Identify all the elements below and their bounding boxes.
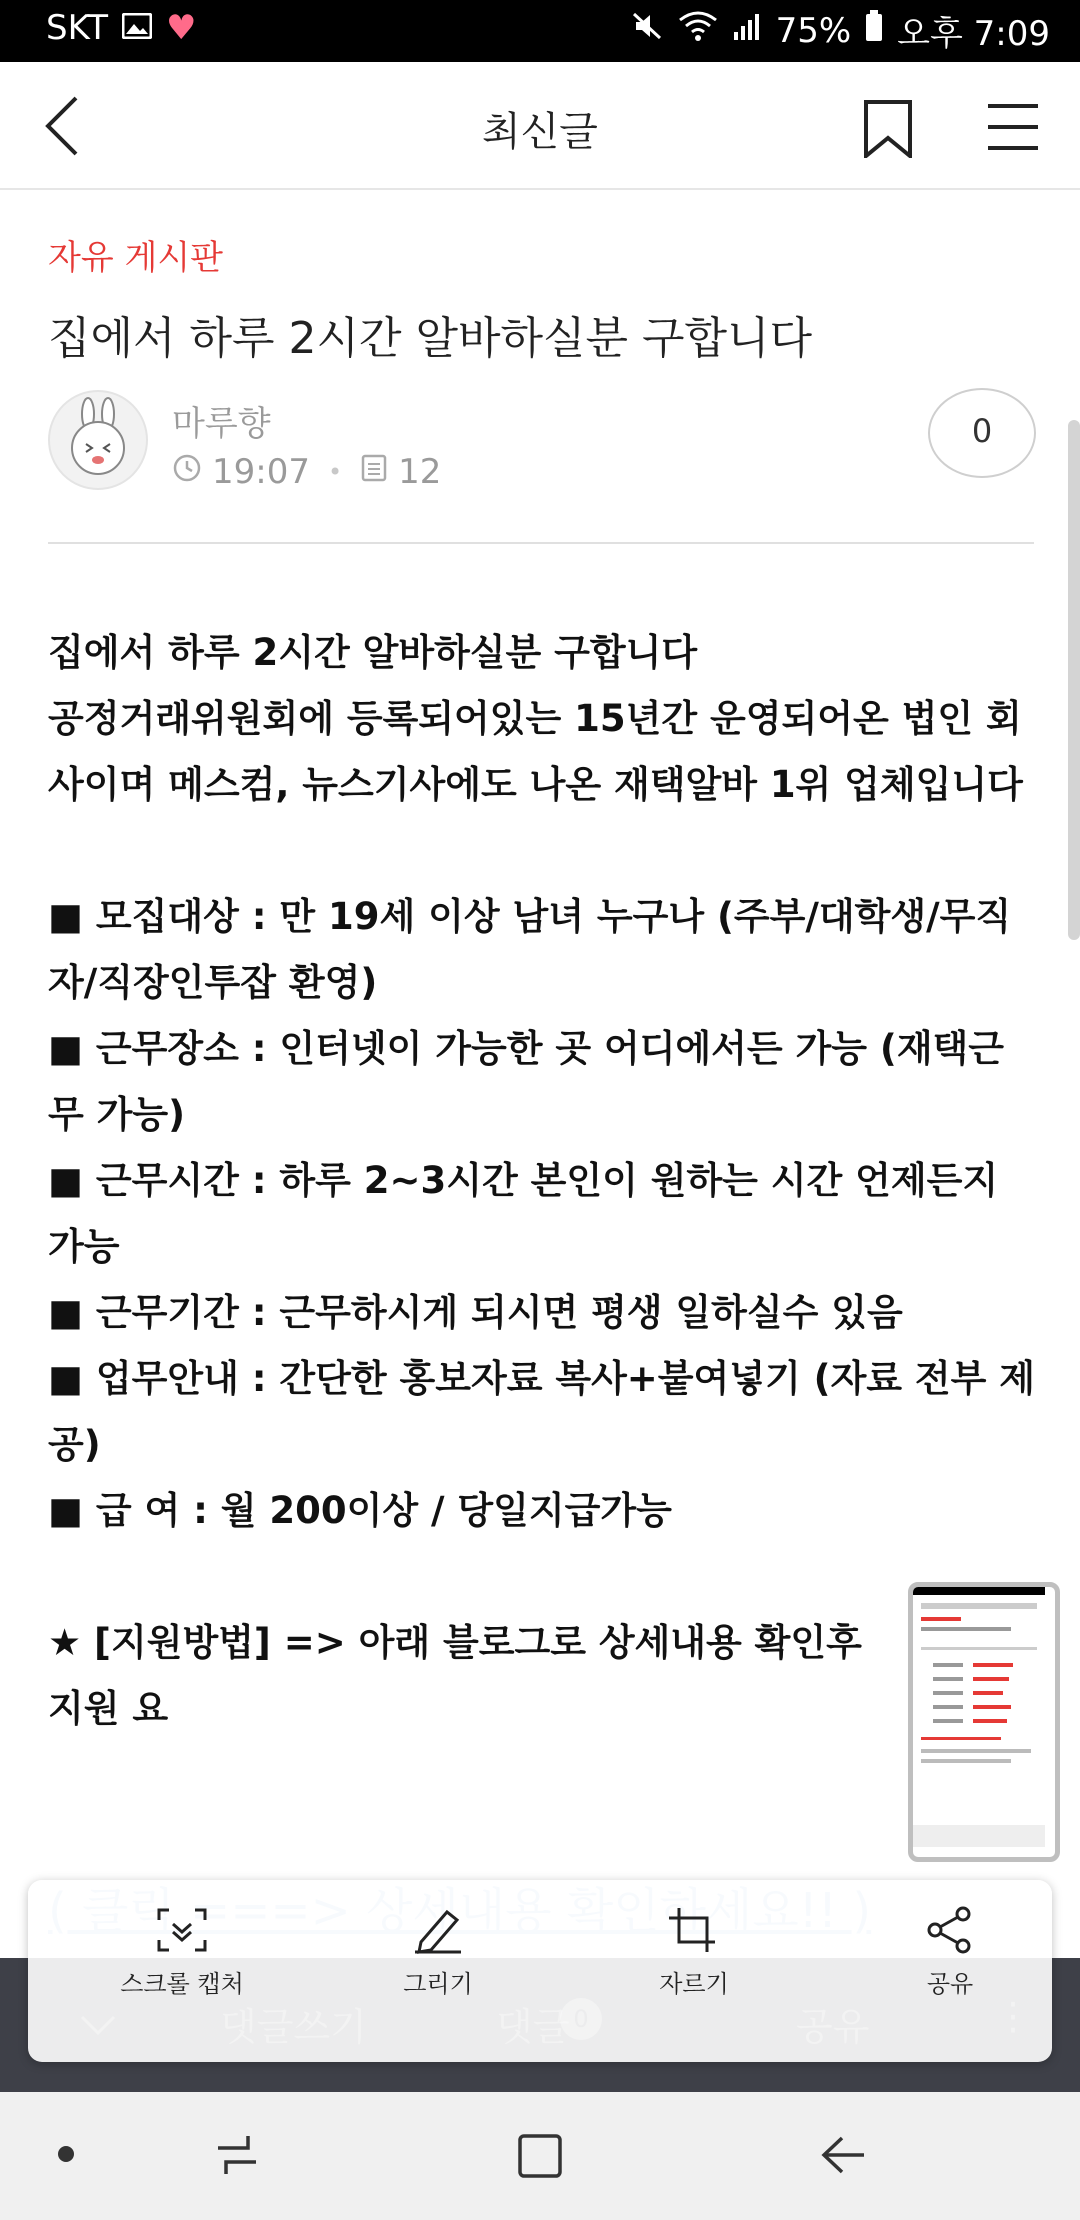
body-line: 공정거래위원회에 등록되어있는 15년간 운영되어온 법인 회사이며 메스컴, 뉴스기사에도 나온 재택알바 1위 업체입니다	[48, 697, 1023, 806]
view-count: 12	[398, 452, 442, 492]
post-meta	[172, 452, 441, 492]
pen-icon	[411, 1906, 465, 1954]
share-icon	[923, 1906, 977, 1954]
carrier-label: SKT	[46, 8, 109, 48]
bookmark-icon[interactable]	[862, 100, 914, 158]
battery-icon	[865, 10, 883, 51]
signal-icon	[732, 11, 762, 51]
body-spacer	[48, 818, 1038, 884]
toolbar-label: 자르기	[659, 1970, 729, 1998]
body-line: ■ 근무기간 : 근무하시게 되시면 평생 일하실수 있음	[48, 1291, 903, 1334]
mute-icon	[630, 10, 664, 51]
views-icon	[360, 452, 388, 492]
toolbar-label: 스크롤 캡처	[120, 1970, 244, 1998]
heart-icon: ♥	[166, 8, 197, 48]
wifi-icon	[678, 10, 718, 51]
divider	[48, 542, 1034, 544]
toolbar-label: 공유	[926, 1970, 974, 1998]
post-title: 집에서 하루 2시간 알바하실분 구합니다	[48, 313, 813, 364]
recent-apps-icon[interactable]	[214, 2132, 260, 2182]
scroll-capture-icon	[155, 1906, 209, 1954]
screenshot-thumbnail[interactable]	[908, 1582, 1060, 1862]
comment-count-bubble[interactable]	[928, 388, 1036, 478]
page-title: 최신글	[482, 109, 598, 155]
body-line: ■ 모집대상 : 만 19세 이상 남녀 누구나 (주부/대학생/무직자/직장인투잡 환영)	[48, 895, 1012, 1004]
menu-icon[interactable]	[986, 102, 1040, 152]
status-bar	[0, 0, 1080, 62]
author-name[interactable]: 마루향	[172, 404, 271, 444]
crop-icon	[667, 1906, 721, 1954]
meta-separator: •	[327, 458, 343, 486]
body-line: ■ 근무장소 : 인터넷이 가능한 곳 어디에서든 가능 (재택근무 가능)	[48, 1027, 1005, 1136]
image-icon	[122, 8, 152, 48]
clock-label: 오후 7:09	[897, 14, 1050, 54]
app-header	[0, 62, 1080, 190]
avatar[interactable]	[48, 390, 148, 490]
body-spacer	[48, 1544, 1038, 1610]
board-label[interactable]: 자유 게시판	[48, 238, 224, 278]
capture-toolbar	[28, 1880, 1052, 2062]
scroll-capture-button[interactable]	[82, 1906, 282, 1999]
battery-label: 75%	[775, 10, 852, 51]
post-body	[48, 620, 1038, 1742]
body-line: ■ 급 여 : 월 200이상 / 당일지급가능	[48, 1489, 672, 1532]
toolbar-label: 그리기	[403, 1970, 473, 1998]
post-time: 19:07	[212, 452, 310, 492]
body-line: ■ 업무안내 : 간단한 홍보자료 복사+붙여넣기 (자료 전부 제공)	[48, 1357, 1036, 1466]
body-line: ■ 근무시간 : 하루 2~3시간 본인이 원하는 시간 언제든지 가능	[48, 1159, 999, 1268]
scrollbar[interactable]	[1068, 420, 1080, 940]
crop-button[interactable]	[594, 1906, 794, 1999]
draw-button[interactable]	[338, 1906, 538, 1999]
body-line: ★ [지원방법] => 아래 블로그로 상세내용 확인후 지원 요	[48, 1621, 862, 1730]
body-line: 집에서 하루 2시간 알바하실분 구합니다	[48, 631, 698, 674]
comment-count: 0	[971, 412, 993, 450]
share-tool-button[interactable]	[850, 1906, 1050, 1999]
clock-icon	[172, 452, 202, 492]
navigation-bar	[0, 2092, 1080, 2220]
home-icon[interactable]	[516, 2132, 564, 2184]
dot-icon[interactable]	[58, 2146, 74, 2162]
back-nav-icon[interactable]	[818, 2132, 868, 2182]
